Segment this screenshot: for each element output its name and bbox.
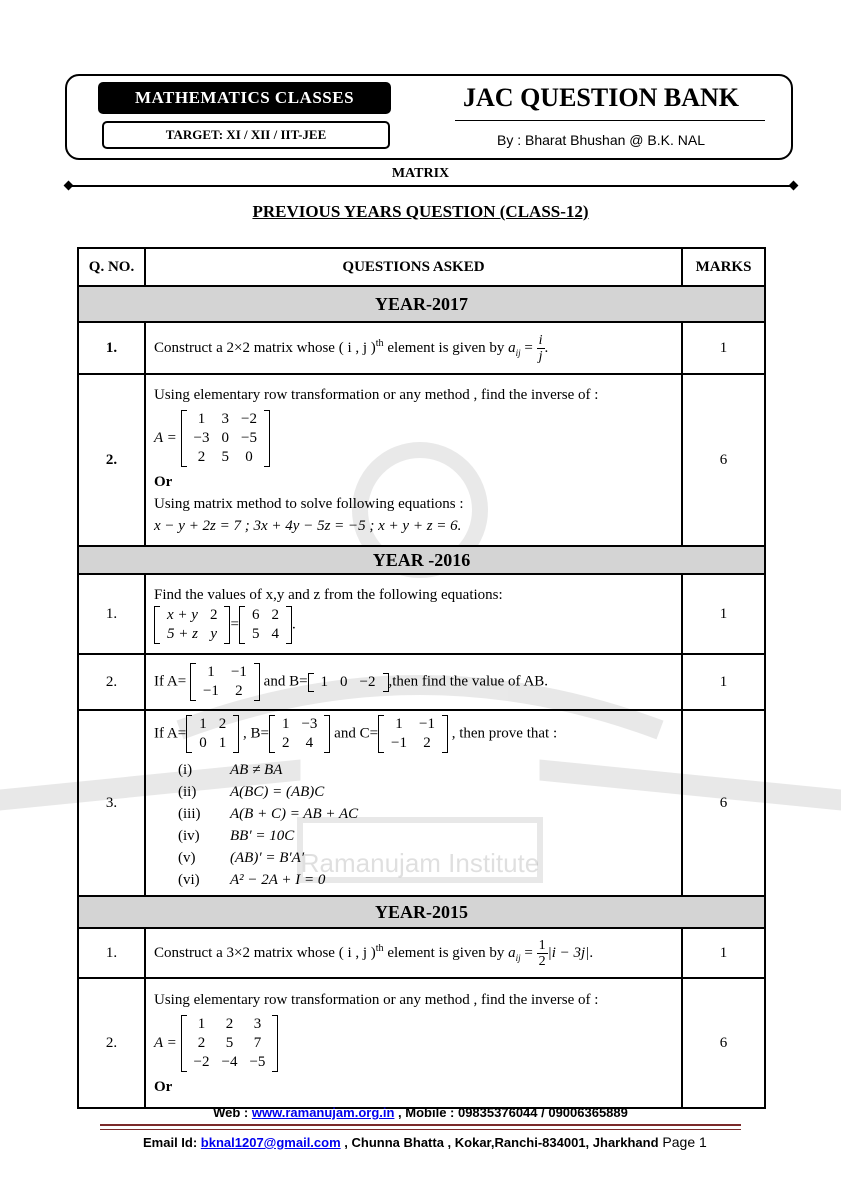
year-row-2015	[78, 896, 765, 928]
question-text: Construct a 2×2 matrix whose ( i , j )$^{th}$ element is given by $a_{ij}$ = $\frac{i}{j}$ .	[145, 322, 682, 374]
list-item: (i) AB ≠ BA	[178, 762, 283, 778]
question-table	[77, 247, 766, 1109]
marks-value: 6	[682, 978, 765, 1108]
question-text: If A= 1 2 0 1 , B= 1 −3 2 4 and C= 1 −1 −1 2 , then prove that : (i) AB ≠ BA (ii) A(BC) = (AB)C (iii) A(B + C) = AB + AC (iv) BB′ = 10C (v) (AB)′ = B′A′ (vi) A² − 2A + I = 0	[145, 710, 682, 896]
question-number: 1.	[78, 322, 145, 374]
list-item: (ii) A(BC) = (AB)C	[178, 784, 325, 800]
matrix-left: x + y 2 5 + z y	[154, 606, 230, 644]
website-link[interactable]: www.ramanujam.org.in	[251, 1105, 395, 1120]
year-row-2016	[78, 546, 765, 574]
list-item: (v) (AB)′ = B′A′	[178, 850, 305, 866]
email-link[interactable]: bknal1207@gmail.com	[200, 1135, 341, 1150]
col-questions-header: QUESTIONS ASKED	[145, 248, 682, 286]
table-row	[78, 654, 765, 710]
watermark-text: Ramanujam Institute	[300, 848, 540, 878]
marks-value: 6	[682, 374, 765, 546]
footer-rule	[100, 1124, 741, 1126]
header-divider	[68, 185, 794, 187]
marks-value: 1	[682, 574, 765, 654]
matrix-a: 1 3 −2 −3 0 −5 2 5 0	[181, 410, 270, 467]
page-number: Page 1	[658, 1134, 707, 1150]
author-line: By : Bharat Bhushan @ B.K. NAL	[497, 132, 705, 148]
matrix-b: 1 0 −2	[308, 673, 389, 692]
matrix-b: 1 −3 2 4	[269, 715, 330, 753]
col-marks-header: MARKS	[682, 248, 765, 286]
footer-contact: Web : www.ramanujam.org.in , Mobile : 09835376044 / 09006365889	[213, 1105, 628, 1120]
bank-title: JAC QUESTION BANK	[463, 83, 739, 112]
table-header-row	[78, 248, 765, 286]
year-label: YEAR-2017	[78, 286, 765, 322]
table-row	[78, 978, 765, 1108]
footer-rule-thin	[100, 1129, 741, 1130]
fraction: $\frac{i}{j}$	[538, 332, 543, 364]
marks-value: 1	[682, 928, 765, 978]
col-qno-header: Q. NO.	[78, 248, 145, 286]
fraction: $\frac{1}{2}$	[538, 937, 546, 969]
list-item: (iv) BB′ = 10C	[178, 828, 295, 844]
marks-value: 1	[682, 322, 765, 374]
marks-value: 1	[682, 654, 765, 710]
year-row-2017	[78, 286, 765, 322]
list-item: (vi) A² − 2A + I = 0	[178, 872, 326, 888]
target-label: TARGET: XI / XII / IIT-JEE	[102, 121, 390, 149]
table-row	[78, 374, 765, 546]
year-label: YEAR -2016	[78, 546, 765, 574]
divider-right-diamond-icon	[789, 181, 799, 191]
question-number: 2.	[78, 654, 145, 710]
question-text: Construct a 3×2 matrix whose ( i , j )$^{th}$ element is given by $a_{ij}$ = $\frac{1}{2}$ |i − 3j|.	[145, 928, 682, 978]
table-row	[78, 574, 765, 654]
title-underline	[455, 120, 765, 121]
footer-address: Email Id: bknal1207@gmail.com , Chunna Bhatta , Kokar,Ranchi-834001, Jharkhand Page 1	[143, 1134, 707, 1150]
question-number: 1.	[78, 928, 145, 978]
year-label: YEAR-2015	[78, 896, 765, 928]
marks-value: 6	[682, 710, 765, 896]
matrix-a: 1 2 3 2 5 7 −2 −4 −5	[181, 1015, 279, 1072]
question-text: Using elementary row transformation or any method , find the inverse of : A = 1 3 −2 −3 0 −5 2 5 0 Or Using matrix method to solve following equations : x − y + 2z = 7 ; 3x + 4y − 5z = −5 ; x + y + z = 6.	[145, 374, 682, 546]
table-row	[78, 710, 765, 896]
question-number: 3.	[78, 710, 145, 896]
question-text: Find the values of x,y and z from the following equations: x + y 2 5 + z y = 6 2 5 4 .	[145, 574, 682, 654]
matrix-a: 1 −1 −1 2	[190, 663, 260, 701]
question-text: If A= 1 −1 −1 2 and B= 1 0 −2 ,then find the value of AB.	[145, 654, 682, 710]
proof-list	[154, 759, 673, 891]
question-text: Using elementary row transformation or any method , find the inverse of : A = 1 2 3 2 5 7 −2 −4 −5 Or	[145, 978, 682, 1108]
question-number: 1.	[78, 574, 145, 654]
question-number: 2.	[78, 978, 145, 1108]
matrix-right: 6 2 5 4	[239, 606, 292, 644]
question-number: 2.	[78, 374, 145, 546]
list-item: (iii) A(B + C) = AB + AC	[178, 806, 359, 822]
table-row	[78, 322, 765, 374]
page-title: PREVIOUS YEARS QUESTION (CLASS-12)	[252, 202, 589, 221]
chapter-title: MATRIX	[391, 166, 450, 181]
matrix-a: 1 2 0 1	[186, 715, 239, 753]
matrix-c: 1 −1 −1 2	[378, 715, 448, 753]
brand-banner: MATHEMATICS CLASSES	[98, 82, 391, 114]
table-row	[78, 928, 765, 978]
